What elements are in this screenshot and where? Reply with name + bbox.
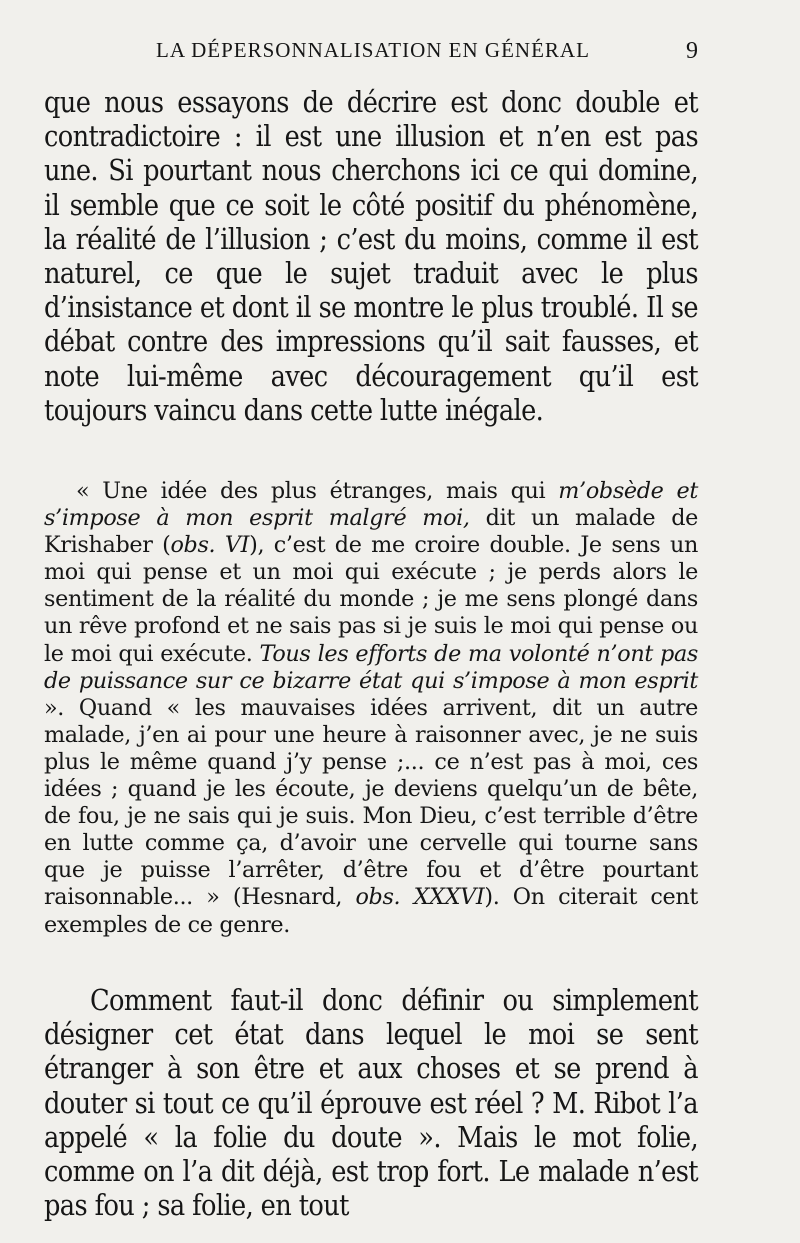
paragraph-3-text: Comment faut-il donc définir ou simplement désigner cet état dans lequel le moi se sent étranger à son être et aux choses et se prend à douter si tout ce qu’il éprouve est réel ? M. Ribot l’a appelé « la folie du doute ». Mais le mot folie, comme on l’a dit déjà, est trop fort. Le malade n’est pas fou ; sa folie, en tout (44, 984, 698, 1223)
quote-text-3: ), c’est de me croire double. Je sens un moi qui pense et un moi qui exécute ; je perds alors le sentiment de la réalité du monde ; je me sens plongé dans un rêve profond et ne sais pas si je suis le moi qui pense ou le moi qui exécute. (44, 532, 699, 667)
quote-italic-4: obs. XXXVI (355, 884, 485, 911)
quote-text-2: dit un malade de Krishaber ( (44, 505, 698, 559)
page-number: 9 (686, 38, 698, 64)
quote-italic-1: m’obsède et s’impose à mon esprit malgré moi, (44, 478, 698, 532)
paragraph-1-text: que nous essayons de décrire est donc double et contradictoire : il est une illusion et n’en est pas une. Si pourtant nous cherchons ici ce qui domine, il semble que ce soit le côté positif du phénomène, la réalité de l’illusion ; c’est du moins, comme il est naturel, ce que le sujet traduit avec le plus d’insistance et dont il se montre le plus troublé. Il se débat contre des impressions qu’il sait fausses, et note lui-même avec découragement qu’il est toujours vaincu dans cette lutte inégale. (44, 86, 698, 427)
quote-text-4: ». Quand « les mauvaises idées arrivent, dit un autre malade, j’en ai pour une heure à raisonner avec, je ne suis plus le même quand j’y pense ;... ce n’est pas à moi, ces idées ; quand je les écoute, je deviens quelqu’un de bête, de fou, je ne sais qui je suis. Mon Dieu, c’est terrible d’être en lutte comme ça, d’avoir une cervelle qui tourne sans que je puisse l’arrêter, d’être fou et d’être pourtant raisonnable... » (Hesnard, (44, 694, 698, 911)
quote-text-5: ). On citerait cent exemples de ce genre. (44, 884, 698, 938)
quote-text-1: « Une idée des plus étranges, mais qui (76, 478, 559, 504)
quoted-passage (44, 478, 698, 939)
quote-italic-3: Tous les efforts de ma volonté n’ont pas de puissance sur ce bizarre état qui s’impose à mon esprit (44, 640, 698, 694)
running-head: LA DÉPERSONNALISATION EN GÉNÉRAL (156, 38, 590, 62)
quote-italic-2: obs. VI (170, 532, 250, 559)
paragraph-new (44, 984, 698, 1223)
page-header (44, 38, 698, 68)
paragraph-continued (44, 86, 698, 428)
